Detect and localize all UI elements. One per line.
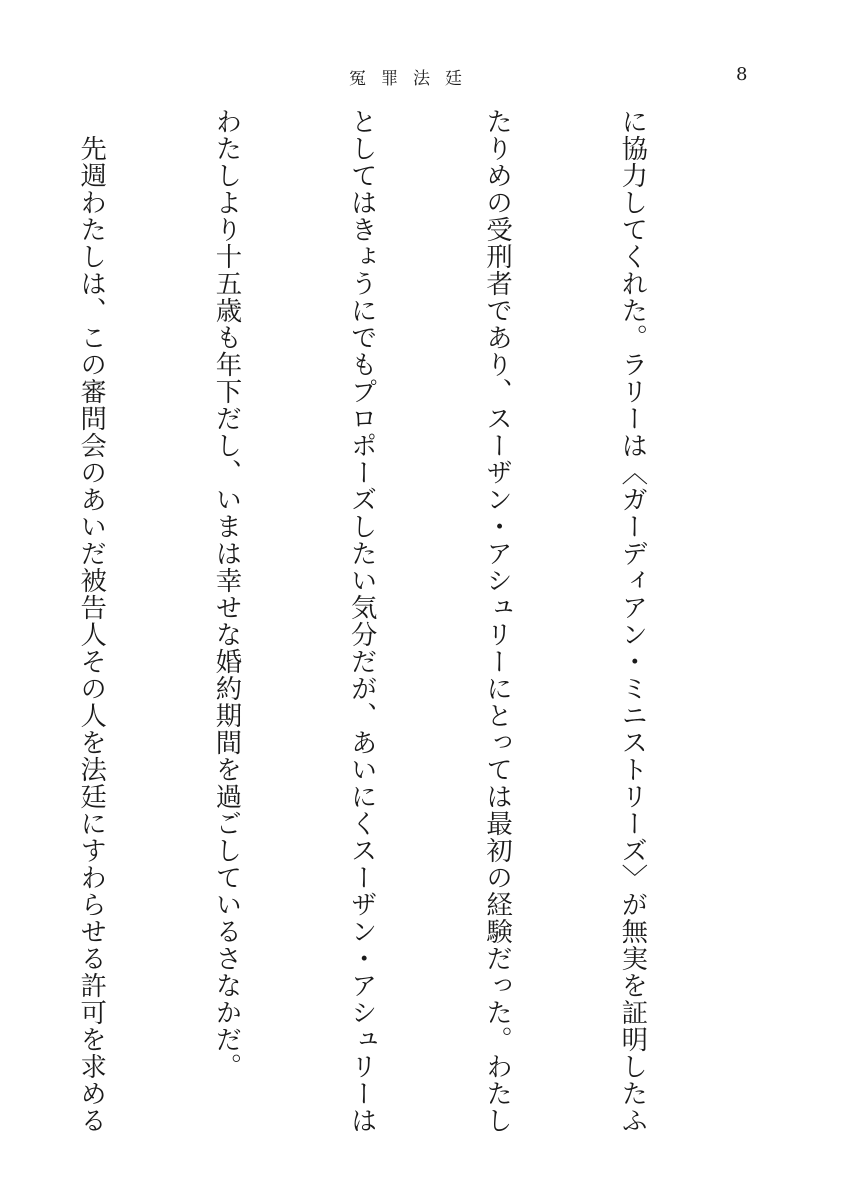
book-title: 冤罪法廷 bbox=[349, 69, 477, 89]
text-line: としてはきょうにでもプロポーズしたい気分だが、あいにくスーザン・アシュリーは bbox=[346, 108, 378, 1134]
text-line: 先週わたしは、この審問会のあいだ被告人その人を法廷にすわらせる許可を求める bbox=[75, 108, 107, 1134]
text-line: に協力してくれた。ラリーは〈ガーディアン・ミニストリーズ〉が無実を証明したふ bbox=[616, 108, 648, 1134]
page-number: 8 bbox=[736, 64, 748, 85]
body-text bbox=[75, 108, 745, 1134]
text-line: わたしより十五歳も年下だし、いまは幸せな婚約期間を過ごしているさなかだ。 bbox=[210, 108, 242, 1080]
running-head bbox=[0, 64, 841, 88]
text-line: たりめの受刑者であり、スーザン・アシュリーにとっては最初の経験だった。わたし bbox=[481, 108, 513, 1134]
